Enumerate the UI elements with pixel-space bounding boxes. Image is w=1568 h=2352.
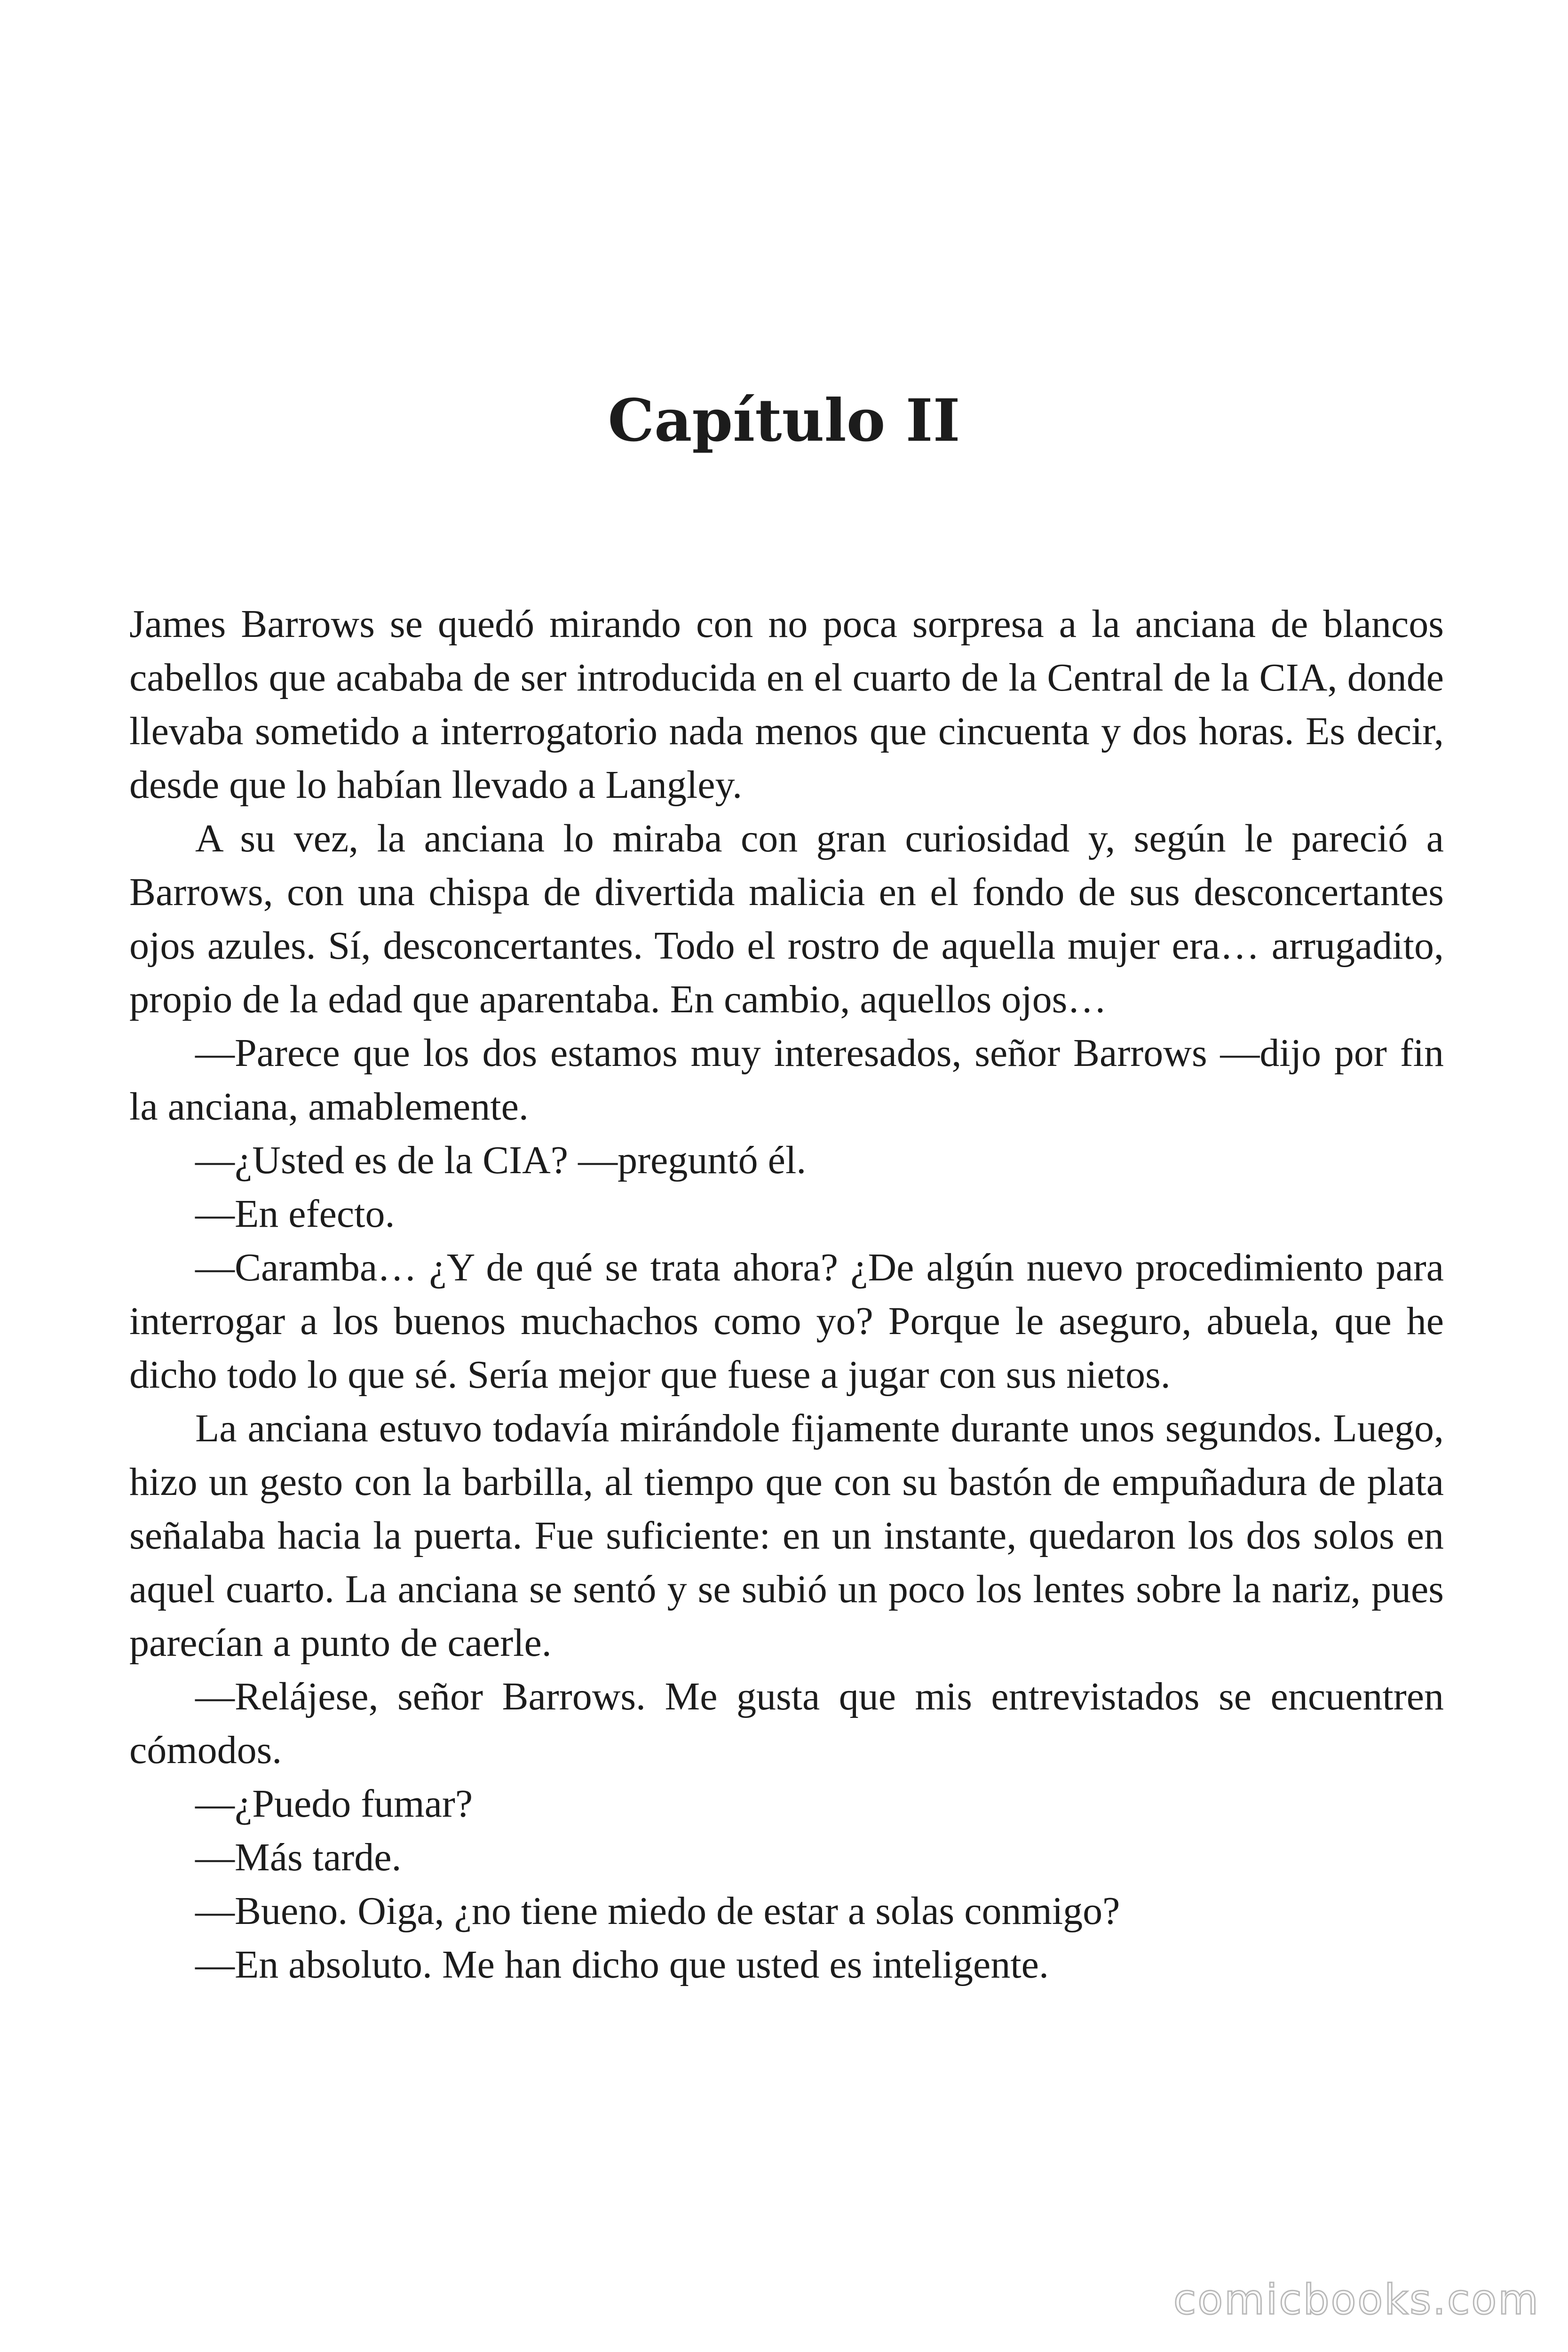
paragraph: —Más tarde. bbox=[195, 1836, 402, 1879]
paragraph: —Bueno. Oiga, ¿no tiene miedo de estar a solas conmigo? bbox=[195, 1889, 1120, 1933]
paragraph: —Relájese, señor Barrows. Me gusta que mis entrevistados se encuentren cómodos. bbox=[129, 1675, 1444, 1772]
paragraph: —En absoluto. Me han dicho que usted es inteligente. bbox=[195, 1943, 1049, 1986]
paragraph: —¿Puedo fumar? bbox=[195, 1782, 473, 1826]
site-watermark: comicbooks.com bbox=[1173, 2275, 1540, 2324]
paragraph: James Barrows se quedó mirando con no poca sorpresa a la anciana de blancos cabellos que acababa de ser introducida en el cuarto de la Central de la CIA, donde llevaba sometido a interrogatorio nada menos que cincuenta y dos horas. Es decir, desde que lo habían llevado a Langley. bbox=[129, 602, 1444, 807]
paragraph: A su vez, la anciana lo miraba con gran curiosidad y, según le pareció a Barrows, con una chispa de divertida malicia en el fondo de sus desconcertantes ojos azules. Sí, desconcertantes. Todo el rostro de aquella mujer era… arrugadito, propio de la edad que aparentaba. En cambio, aquellos ojos… bbox=[129, 817, 1444, 1021]
paragraph: La anciana estuvo todavía mirándole fijamente durante unos segundos. Luego, hizo un gesto con la barbilla, al tiempo que con su bastón de empuñadura de plata señalaba hacia la puerta. Fue suficiente: en un instante, quedaron los dos solos en aquel cuarto. La anciana se sentó y se subió un poco los lentes sobre la nariz, pues parecían a punto de caerle. bbox=[129, 1406, 1444, 1665]
paragraph: —Caramba… ¿Y de qué se trata ahora? ¿De algún nuevo procedimiento para interrogar a los buenos muchachos como yo? Porque le aseguro, abuela, que he dicho todo lo que sé. Sería mejor que fuese a jugar con sus nietos. bbox=[129, 1246, 1444, 1397]
paragraph: —¿Usted es de la CIA? —preguntó él. bbox=[195, 1138, 807, 1182]
chapter-title: Capítulo II bbox=[608, 387, 960, 455]
paragraph: —Parece que los dos estamos muy interesados, señor Barrows —dijo por fin la anciana, amablemente. bbox=[129, 1031, 1444, 1128]
paragraph: —En efecto. bbox=[195, 1192, 395, 1236]
chapter-body bbox=[129, 597, 1444, 1992]
